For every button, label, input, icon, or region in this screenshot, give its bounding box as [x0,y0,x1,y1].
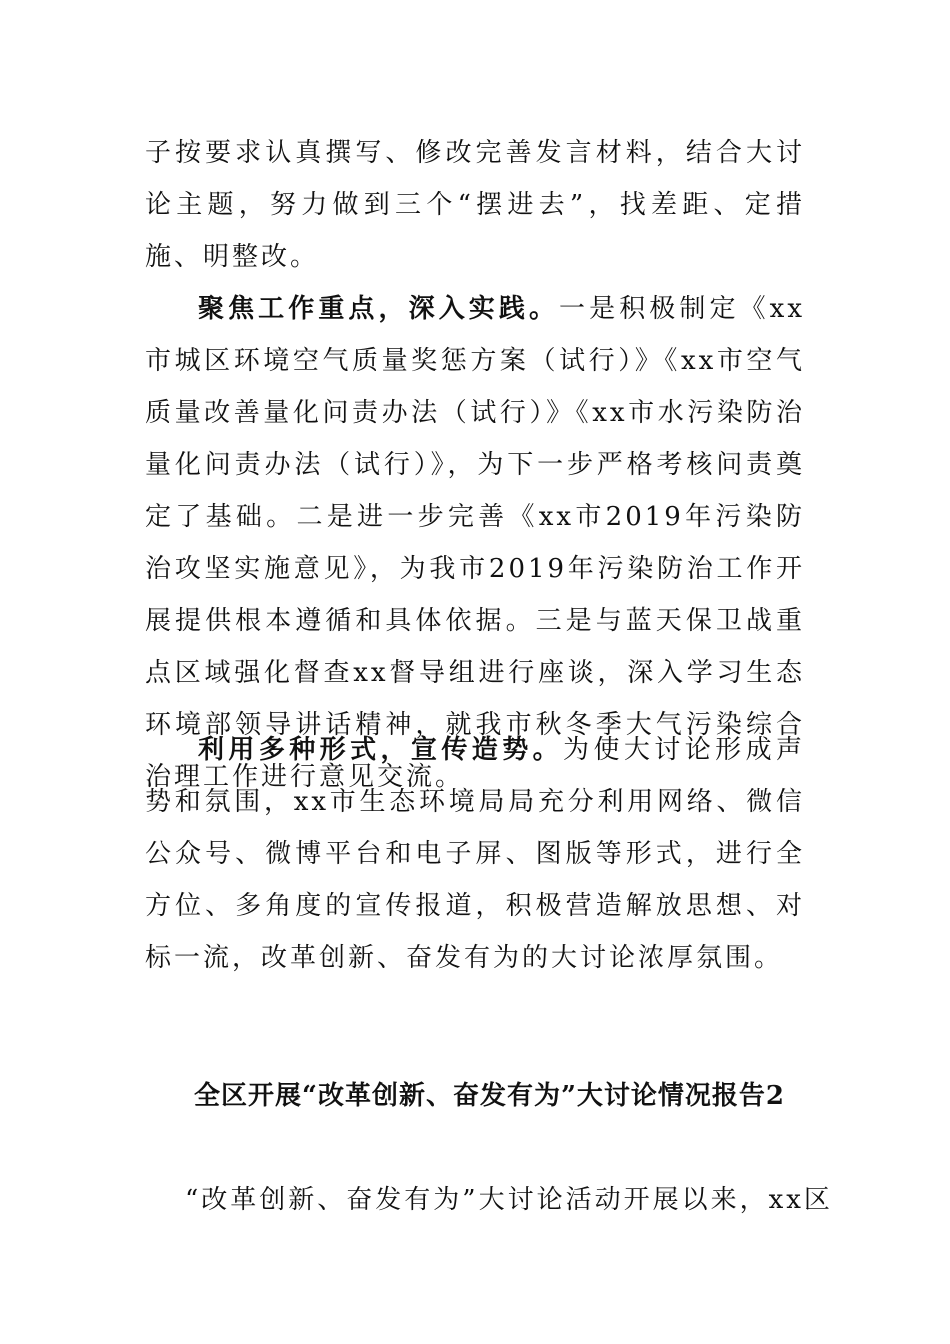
paragraph-lead: 利用多种形式，宣传造势。 [198,735,564,765]
paragraph-lead: 聚焦工作重点，深入实践。 [198,294,560,324]
section-heading: 全区开展“改革创新、奋发有为”大讨论情况报告2 [194,1081,786,1111]
paragraph-body: 一是积极制定《xx市城区环境空气质量奖惩方案（试行）》《xx市空气质量改善量化问责办法（试行）》《xx市水污染防治量化问责办法（试行）》，为下一步严格考核问责奠定了基础。二是进一步完善《xx市2019年污染防治攻坚实施意见》，为我市2019年污染防治工作开展提供根本遵循和具体依据。三是与蓝天保卫战重点区域强化督查xx督导组进行座谈，深入学习生态环境部领导讲话精神，就我市秋冬季大气污染综合治理工作进行意见交流。 [145,294,805,792]
paragraph-publicity [145,724,805,984]
section-intro: “改革创新、奋发有为”大讨论活动开展以来，xx区 [185,1185,833,1215]
paragraph-body: 为使大讨论形成声势和氛围，xx市生态环境局局充分利用网络、微信公众号、微博平台和电子屏、图版等形式，进行全方位、多角度的宣传报道，积极营造解放思想、对标一流，改革创新、奋发有为的大讨论浓厚氛围。 [145,735,805,973]
paragraph-continuation [145,127,805,283]
paragraph-text: 子按要求认真撰写、修改完善发言材料，结合大讨论主题，努力做到三个“摆进去”，找差距、定措施、明整改。 [145,138,805,272]
